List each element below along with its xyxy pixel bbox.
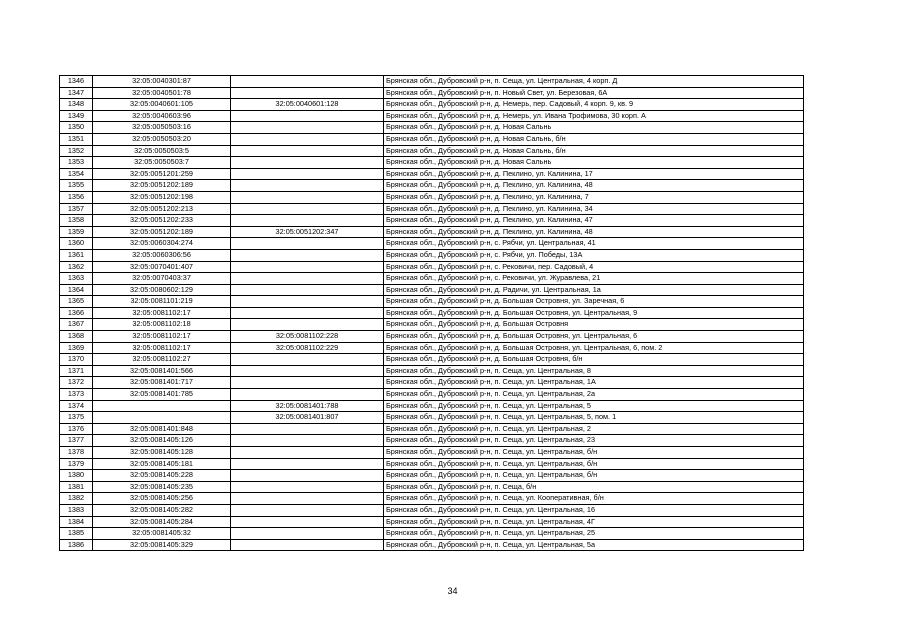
cadastral-number: 32:05:0081405:228 [93, 470, 231, 482]
related-cadastral-number [231, 191, 384, 203]
table-row [60, 447, 804, 459]
row-number: 1346 [60, 76, 93, 88]
table-row [60, 273, 804, 285]
related-cadastral-number [231, 481, 384, 493]
table-row [60, 284, 804, 296]
address: Брянская обл., Дубровский р-н, п. Сеща, ул. Центральная, 16 [384, 504, 804, 516]
cadastral-number: 32:05:0081405:128 [93, 447, 231, 459]
related-cadastral-number: 32:05:0051202:347 [231, 226, 384, 238]
table-row [60, 412, 804, 424]
row-number: 1356 [60, 191, 93, 203]
row-number: 1373 [60, 389, 93, 401]
table-row [60, 99, 804, 111]
row-number: 1365 [60, 296, 93, 308]
address: Брянская обл., Дубровский р-н, д. Немерь, пер. Садовый, 4 корп. 9, кв. 9 [384, 99, 804, 111]
address: Брянская обл., Дубровский р-н, д. Новая Сальнь, б/н [384, 145, 804, 157]
address: Брянская обл., Дубровский р-н, п. Сеща, б/н [384, 481, 804, 493]
cadastral-number: 32:05:0081401:566 [93, 365, 231, 377]
cadastral-number: 32:05:0081405:256 [93, 493, 231, 505]
address: Брянская обл., Дубровский р-н, п. Сеща, ул. Центральная, 8 [384, 365, 804, 377]
row-number: 1357 [60, 203, 93, 215]
row-number: 1353 [60, 157, 93, 169]
row-number: 1360 [60, 238, 93, 250]
table-body [60, 76, 804, 551]
address: Брянская обл., Дубровский р-н, д. Радичи, ул. Центральная, 1а [384, 284, 804, 296]
cadastral-number: 32:05:0081405:329 [93, 539, 231, 551]
related-cadastral-number: 32:05:0081102:228 [231, 331, 384, 343]
row-number: 1371 [60, 365, 93, 377]
row-number: 1349 [60, 110, 93, 122]
row-number: 1386 [60, 539, 93, 551]
table-row [60, 180, 804, 192]
related-cadastral-number [231, 539, 384, 551]
address: Брянская обл., Дубровский р-н, п. Сеща, ул. Центральная, 5а [384, 539, 804, 551]
table-row [60, 528, 804, 540]
related-cadastral-number [231, 470, 384, 482]
row-number: 1374 [60, 400, 93, 412]
table-row [60, 435, 804, 447]
table-row [60, 539, 804, 551]
related-cadastral-number [231, 389, 384, 401]
table-row [60, 400, 804, 412]
cadastral-number: 32:05:0070401:407 [93, 261, 231, 273]
address: Брянская обл., Дубровский р-н, п. Сеща, ул. Центральная, 2 [384, 423, 804, 435]
cadastral-number: 32:05:0050503:16 [93, 122, 231, 134]
cadastral-number: 32:05:0040603:96 [93, 110, 231, 122]
related-cadastral-number [231, 319, 384, 331]
table-row [60, 87, 804, 99]
row-number: 1361 [60, 249, 93, 261]
address: Брянская обл., Дубровский р-н, д. Пеклино, ул. Калинина, 7 [384, 191, 804, 203]
related-cadastral-number [231, 528, 384, 540]
address: Брянская обл., Дубровский р-н, п. Сеща, ул. Центральная, 4Г [384, 516, 804, 528]
cadastral-number: 32:05:0081102:27 [93, 354, 231, 366]
related-cadastral-number [231, 504, 384, 516]
related-cadastral-number [231, 110, 384, 122]
address: Брянская обл., Дубровский р-н, д. Новая Сальнь, б/н [384, 133, 804, 145]
row-number: 1359 [60, 226, 93, 238]
address: Брянская обл., Дубровский р-н, д. Новая Сальнь [384, 122, 804, 134]
related-cadastral-number [231, 284, 384, 296]
address: Брянская обл., Дубровский р-н, д. Пеклино, ул. Калинина, 34 [384, 203, 804, 215]
related-cadastral-number [231, 516, 384, 528]
row-number: 1367 [60, 319, 93, 331]
related-cadastral-number [231, 435, 384, 447]
related-cadastral-number [231, 354, 384, 366]
related-cadastral-number: 32:05:0081401:788 [231, 400, 384, 412]
address: Брянская обл., Дубровский р-н, с. Рековичи, пер. Садовый, 4 [384, 261, 804, 273]
row-number: 1378 [60, 447, 93, 459]
address: Брянская обл., Дубровский р-н, д. Большая Островня, ул. Центральная, 6, пом. 2 [384, 342, 804, 354]
row-number: 1382 [60, 493, 93, 505]
row-number: 1384 [60, 516, 93, 528]
row-number: 1381 [60, 481, 93, 493]
cadastral-number: 32:05:0060304:274 [93, 238, 231, 250]
table-row [60, 481, 804, 493]
cadastral-number: 32:05:0051202:198 [93, 191, 231, 203]
related-cadastral-number [231, 458, 384, 470]
table-row [60, 389, 804, 401]
related-cadastral-number [231, 168, 384, 180]
cadastral-number: 32:05:0051202:189 [93, 226, 231, 238]
cadastral-number: 32:05:0081102:17 [93, 342, 231, 354]
table-row [60, 319, 804, 331]
table-row [60, 168, 804, 180]
table-row [60, 493, 804, 505]
related-cadastral-number: 32:05:0081401:807 [231, 412, 384, 424]
row-number: 1368 [60, 331, 93, 343]
row-number: 1354 [60, 168, 93, 180]
row-number: 1370 [60, 354, 93, 366]
row-number: 1376 [60, 423, 93, 435]
table-row [60, 76, 804, 88]
related-cadastral-number [231, 145, 384, 157]
cadastral-number: 32:05:0051202:189 [93, 180, 231, 192]
address: Брянская обл., Дубровский р-н, п. Сеща, ул. Центральная, 2а [384, 389, 804, 401]
address: Брянская обл., Дубровский р-н, п. Сеща, ул. Центральная, 5, пом. 1 [384, 412, 804, 424]
related-cadastral-number [231, 87, 384, 99]
table-row [60, 226, 804, 238]
related-cadastral-number [231, 215, 384, 227]
address: Брянская обл., Дубровский р-н, д. Большая Островня [384, 319, 804, 331]
related-cadastral-number [231, 133, 384, 145]
row-number: 1347 [60, 87, 93, 99]
address: Брянская обл., Дубровский р-н, п. Сеща, ул. Центральная, 25 [384, 528, 804, 540]
address: Брянская обл., Дубровский р-н, с. Рековичи, ул. Журавлева, 21 [384, 273, 804, 285]
cadastral-number: 32:05:0051202:213 [93, 203, 231, 215]
row-number: 1358 [60, 215, 93, 227]
address: Брянская обл., Дубровский р-н, п. Сеща, ул. Центральная, 4 корп. Д [384, 76, 804, 88]
cadastral-number: 32:05:0080602:129 [93, 284, 231, 296]
table-row [60, 423, 804, 435]
related-cadastral-number [231, 377, 384, 389]
cadastral-number: 32:05:0081405:235 [93, 481, 231, 493]
related-cadastral-number [231, 261, 384, 273]
address: Брянская обл., Дубровский р-н, д. Немерь, ул. Ивана Трофимова, 30 корп. А [384, 110, 804, 122]
row-number: 1372 [60, 377, 93, 389]
row-number: 1383 [60, 504, 93, 516]
row-number: 1364 [60, 284, 93, 296]
cadastral-number: 32:05:0081102:17 [93, 307, 231, 319]
address: Брянская обл., Дубровский р-н, д. Пеклино, ул. Калинина, 47 [384, 215, 804, 227]
related-cadastral-number [231, 447, 384, 459]
address: Брянская обл., Дубровский р-н, п. Новый Свет, ул. Березовая, 6А [384, 87, 804, 99]
address: Брянская обл., Дубровский р-н, д. Новая Сальнь [384, 157, 804, 169]
row-number: 1362 [60, 261, 93, 273]
row-number: 1352 [60, 145, 93, 157]
cadastral-number: 32:05:0081405:282 [93, 504, 231, 516]
cadastral-number: 32:05:0081401:785 [93, 389, 231, 401]
table-row [60, 133, 804, 145]
row-number: 1377 [60, 435, 93, 447]
cadastral-number [93, 400, 231, 412]
related-cadastral-number [231, 296, 384, 308]
address: Брянская обл., Дубровский р-н, д. Пеклино, ул. Калинина, 48 [384, 226, 804, 238]
cadastral-register-table [59, 75, 804, 551]
cadastral-number: 32:05:0081405:181 [93, 458, 231, 470]
row-number: 1348 [60, 99, 93, 111]
table-row [60, 261, 804, 273]
related-cadastral-number [231, 76, 384, 88]
address: Брянская обл., Дубровский р-н, п. Сеща, ул. Центральная, б/н [384, 470, 804, 482]
address: Брянская обл., Дубровский р-н, п. Сеща, ул. Центральная, 5 [384, 400, 804, 412]
row-number: 1366 [60, 307, 93, 319]
address: Брянская обл., Дубровский р-н, п. Сеща, ул. Центральная, 23 [384, 435, 804, 447]
cadastral-number: 32:05:0081401:717 [93, 377, 231, 389]
related-cadastral-number [231, 180, 384, 192]
table-row [60, 122, 804, 134]
table-row [60, 191, 804, 203]
related-cadastral-number [231, 273, 384, 285]
row-number: 1375 [60, 412, 93, 424]
table-row [60, 307, 804, 319]
related-cadastral-number [231, 203, 384, 215]
table-row [60, 377, 804, 389]
address: Брянская обл., Дубровский р-н, п. Сеща, ул. Центральная, б/н [384, 458, 804, 470]
related-cadastral-number [231, 249, 384, 261]
table-row [60, 203, 804, 215]
row-number: 1355 [60, 180, 93, 192]
cadastral-number: 32:05:0051201:259 [93, 168, 231, 180]
cadastral-number: 32:05:0040601:105 [93, 99, 231, 111]
related-cadastral-number: 32:05:0040601:128 [231, 99, 384, 111]
page-number: 34 [447, 586, 458, 596]
related-cadastral-number [231, 307, 384, 319]
cadastral-number: 32:05:0081405:126 [93, 435, 231, 447]
related-cadastral-number [231, 423, 384, 435]
address: Брянская обл., Дубровский р-н, п. Сеща, ул. Центральная, б/н [384, 447, 804, 459]
cadastral-number: 32:05:0040501:78 [93, 87, 231, 99]
address: Брянская обл., Дубровский р-н, д. Пеклино, ул. Калинина, 48 [384, 180, 804, 192]
cadastral-number: 32:05:0081102:18 [93, 319, 231, 331]
related-cadastral-number: 32:05:0081102:229 [231, 342, 384, 354]
table-row [60, 331, 804, 343]
table-row [60, 296, 804, 308]
table-row [60, 342, 804, 354]
table-row [60, 249, 804, 261]
related-cadastral-number [231, 365, 384, 377]
row-number: 1369 [60, 342, 93, 354]
address: Брянская обл., Дубровский р-н, д. Большая Островня, б/н [384, 354, 804, 366]
cadastral-number: 32:05:0081401:848 [93, 423, 231, 435]
cadastral-number: 32:05:0040301:87 [93, 76, 231, 88]
table-row [60, 157, 804, 169]
address: Брянская обл., Дубровский р-н, п. Сеща, ул. Центральная, 1А [384, 377, 804, 389]
cadastral-number: 32:05:0081405:284 [93, 516, 231, 528]
table-row [60, 504, 804, 516]
table-row [60, 215, 804, 227]
row-number: 1379 [60, 458, 93, 470]
row-number: 1351 [60, 133, 93, 145]
related-cadastral-number [231, 157, 384, 169]
cadastral-number: 32:05:0070403:37 [93, 273, 231, 285]
row-number: 1385 [60, 528, 93, 540]
table-row [60, 145, 804, 157]
table-row [60, 470, 804, 482]
table-row [60, 458, 804, 470]
cadastral-number: 32:05:0050503:7 [93, 157, 231, 169]
cadastral-number: 32:05:0050503:20 [93, 133, 231, 145]
cadastral-number: 32:05:0050503:5 [93, 145, 231, 157]
row-number: 1380 [60, 470, 93, 482]
cadastral-number: 32:05:0081102:17 [93, 331, 231, 343]
related-cadastral-number [231, 238, 384, 250]
cadastral-number: 32:05:0081405:32 [93, 528, 231, 540]
cadastral-number [93, 412, 231, 424]
address: Брянская обл., Дубровский р-н, д. Большая Островня, ул. Центральная, 6 [384, 331, 804, 343]
table-row [60, 238, 804, 250]
cadastral-number: 32:05:0081101:219 [93, 296, 231, 308]
address: Брянская обл., Дубровский р-н, п. Сеща, ул. Кооперативная, б/н [384, 493, 804, 505]
table-row [60, 110, 804, 122]
address: Брянская обл., Дубровский р-н, д. Большая Островня, ул. Заречная, 6 [384, 296, 804, 308]
row-number: 1363 [60, 273, 93, 285]
related-cadastral-number [231, 493, 384, 505]
related-cadastral-number [231, 122, 384, 134]
row-number: 1350 [60, 122, 93, 134]
cadastral-number: 32:05:0060306:56 [93, 249, 231, 261]
table-row [60, 516, 804, 528]
address: Брянская обл., Дубровский р-н, с. Рябчи, ул. Центральная, 41 [384, 238, 804, 250]
cadastral-number: 32:05:0051202:233 [93, 215, 231, 227]
address: Брянская обл., Дубровский р-н, д. Большая Островня, ул. Центральная, 9 [384, 307, 804, 319]
address: Брянская обл., Дубровский р-н, с. Рябчи, ул. Победы, 13А [384, 249, 804, 261]
address: Брянская обл., Дубровский р-н, д. Пеклино, ул. Калинина, 17 [384, 168, 804, 180]
table-row [60, 354, 804, 366]
table-row [60, 365, 804, 377]
